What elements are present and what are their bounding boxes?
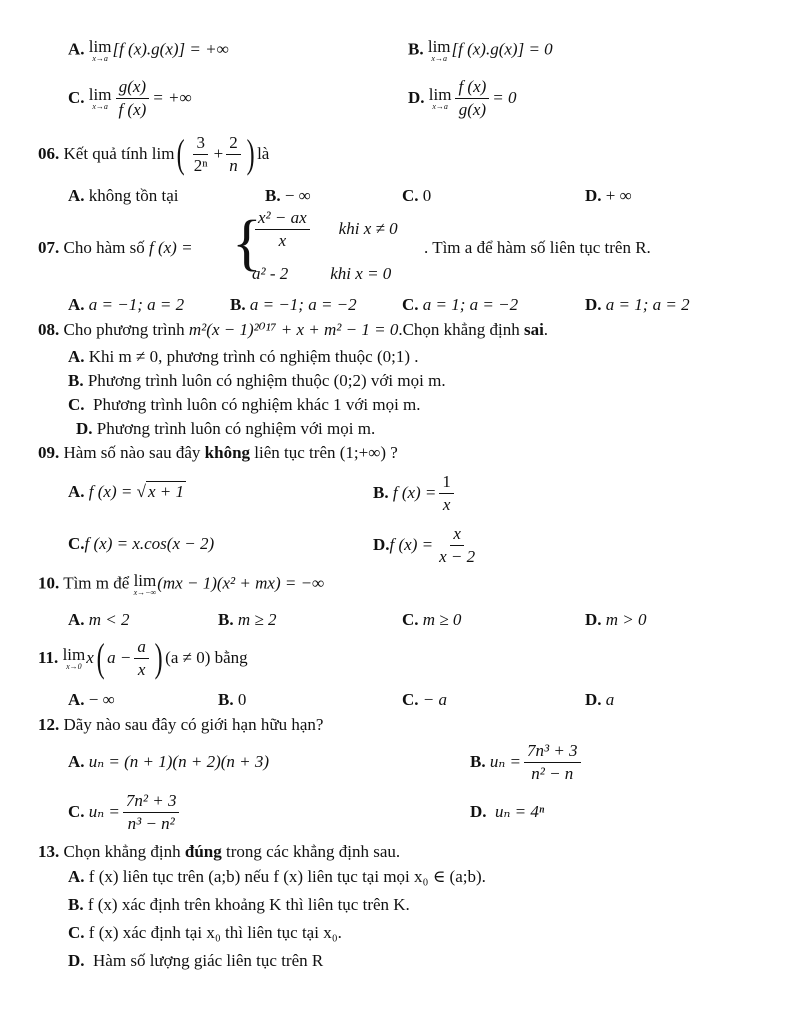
q07-option-a: A. a = −1; a = 2	[68, 295, 185, 314]
fraction: $\frac{1}{x}$	[439, 472, 454, 514]
q10-option-c: C. m ≥ 0	[402, 610, 462, 629]
q08-option-d: D. Phương trình luôn có nghiệm với mọi m.	[76, 419, 376, 438]
fraction: $\frac{f (x)}{g(x)}$	[455, 77, 489, 119]
fraction: $\frac{2}{n}$	[226, 133, 241, 175]
q11-option-b: B. 0	[218, 690, 247, 709]
option-label: C.	[68, 88, 85, 107]
q10-option-a: A. m < 2	[68, 610, 130, 629]
q10-question: 10. Tìm m để lim x→−∞ (mx − 1)(x² + mx) = −∞	[38, 571, 325, 597]
question-number: 06.	[38, 144, 60, 163]
q05-option-c: C. lim x→a $\frac{g(x)}{f (x)}$ = +∞	[68, 76, 192, 119]
q05-option-d: D. lim x→a $\frac{f (x)}{g(x)}$ = 0	[408, 76, 517, 119]
limit-symbol: lim x→a	[427, 37, 451, 63]
q05-option-a	[68, 38, 229, 63]
fraction: $\frac{x}{x - 2}$	[439, 523, 476, 566]
q06-question: 06. Kết quả tính lim ( $\frac{3}{\text{2ⁿ}}$ + $\frac{2}{n}$ ) là	[38, 131, 270, 176]
option-label: B.	[408, 39, 424, 59]
q13-question: 13. Chọn khẳng định đúng trong các khẳng định sau.	[38, 842, 401, 861]
fraction: $\frac{a}{x}$	[134, 637, 149, 679]
fraction: $\frac{\text{7n³ + 3}}{\text{n² − n}}$	[524, 741, 581, 783]
q07-question-start: 07. Cho hàm số f (x) =	[38, 238, 193, 257]
q07-case-1: $\frac{\text{x² − ax}}{x}$ khi x ≠ 0	[252, 208, 398, 250]
q07-question-tail: . Tìm a để hàm số liên tục trên R.	[424, 238, 651, 257]
q13-option-a: A. f (x) liên tục trên (a;b) nếu f (x) liên tục tại mọi x₀ ∈ (a;b).	[68, 867, 486, 886]
q06-option-c: C. 0	[402, 186, 432, 205]
q09-question: 09. Hàm số nào sau đây không liên tục trên (1;+∞) ?	[38, 443, 398, 462]
q09-option-c: C.f (x) = x.cos(x − 2)	[68, 534, 215, 553]
q12-option-b: B. uₙ = $\frac{\text{7n³ + 3}}{\text{n² − n}}$	[470, 736, 584, 788]
radicand: x + 1	[147, 482, 184, 501]
option-label: D.	[408, 88, 425, 107]
q13-option-b: B. f (x) xác định trên khoảng K thì liên tục trên K.	[68, 895, 410, 914]
option-text: [f (x).g(x)] = 0	[451, 39, 553, 59]
limit-symbol: lim x→0	[62, 644, 86, 671]
q13-option-d: D. Hàm số lượng giác liên tục trên R	[68, 951, 324, 970]
q11-option-a: A. − ∞	[68, 690, 115, 709]
fraction: $\frac{\text{x² − ax}}{x}$	[255, 208, 310, 250]
q11-option-c: C. − a	[402, 690, 448, 709]
q07-option-c: C. a = 1; a = −2	[402, 295, 519, 314]
q11-option-d: D. a	[585, 690, 615, 709]
q06-option-b: B. − ∞	[265, 186, 311, 205]
q13-option-c: C. f (x) xác định tại x₀ thì liên tục tại x₀.	[68, 923, 342, 942]
q12-option-c: C. uₙ = $\frac{\text{7n² + 3}}{\text{n³ − n²}}$	[68, 786, 182, 838]
option-label: A.	[68, 39, 85, 59]
q12-option-a: A. uₙ = (n + 1)(n + 2)(n + 3)	[68, 752, 270, 771]
q08-question: 08. Cho phương trình m²(x − 1)²⁰¹⁷ + x + m² − 1 = 0.Chọn khẳng định sai.	[38, 320, 549, 339]
limit-symbol: lim x→a	[88, 84, 112, 111]
q12-option-d: D. uₙ = 4ⁿ	[470, 802, 545, 821]
q11-question: 11. lim x→0 x ( a − $\frac{a}{x}$ ) (a ≠ 0) bằng	[38, 635, 248, 680]
q08-option-c: C. Phương trình luôn có nghiệm khác 1 với mọi m.	[68, 395, 421, 414]
q07-case-2: a² - 2 khi x = 0	[252, 264, 392, 283]
q10-option-b: B. m ≥ 2	[218, 610, 277, 629]
fraction: $\frac{3}{\text{2ⁿ}}$	[193, 132, 208, 175]
q09-option-b: B. f (x) = $\frac{1}{x}$	[373, 468, 457, 518]
piecewise-brace: {	[232, 209, 262, 277]
q07-option-b: B. a = −1; a = −2	[230, 295, 357, 314]
q12-question: 12. Dãy nào sau đây có giới hạn hữu hạn?	[38, 715, 324, 734]
limit-symbol: lim x→−∞	[133, 571, 157, 597]
q09-option-a: A. f (x) = √ x + 1	[68, 482, 184, 501]
q07-option-d: D. a = 1; a = 2	[585, 295, 690, 314]
fraction: $\frac{\text{7n² + 3}}{\text{n³ − n²}}$	[123, 791, 180, 833]
q06-option-a: A. không tồn tại	[68, 186, 179, 205]
option-text: [f (x).g(x)] = +∞	[112, 39, 229, 59]
q05-option-b	[408, 38, 553, 63]
q08-option-a: A. Khi m ≠ 0, phương trình có nghiệm thuộc (0;1) .	[68, 347, 419, 366]
limit-symbol: lim x→a	[88, 37, 112, 63]
fraction: $\frac{g(x)}{f (x)}$	[115, 77, 149, 119]
limit-symbol: lim x→a	[428, 84, 452, 111]
q10-option-d: D. m > 0	[585, 610, 647, 629]
q06-option-d: D. + ∞	[585, 186, 632, 205]
q08-option-b: B. Phương trình luôn có nghiệm thuộc (0;2) với mọi m.	[68, 371, 446, 390]
question-text: Kết quả tính lim	[63, 144, 175, 163]
q09-option-d: D. f (x) = $\frac{x}{x - 2}$	[373, 520, 481, 570]
